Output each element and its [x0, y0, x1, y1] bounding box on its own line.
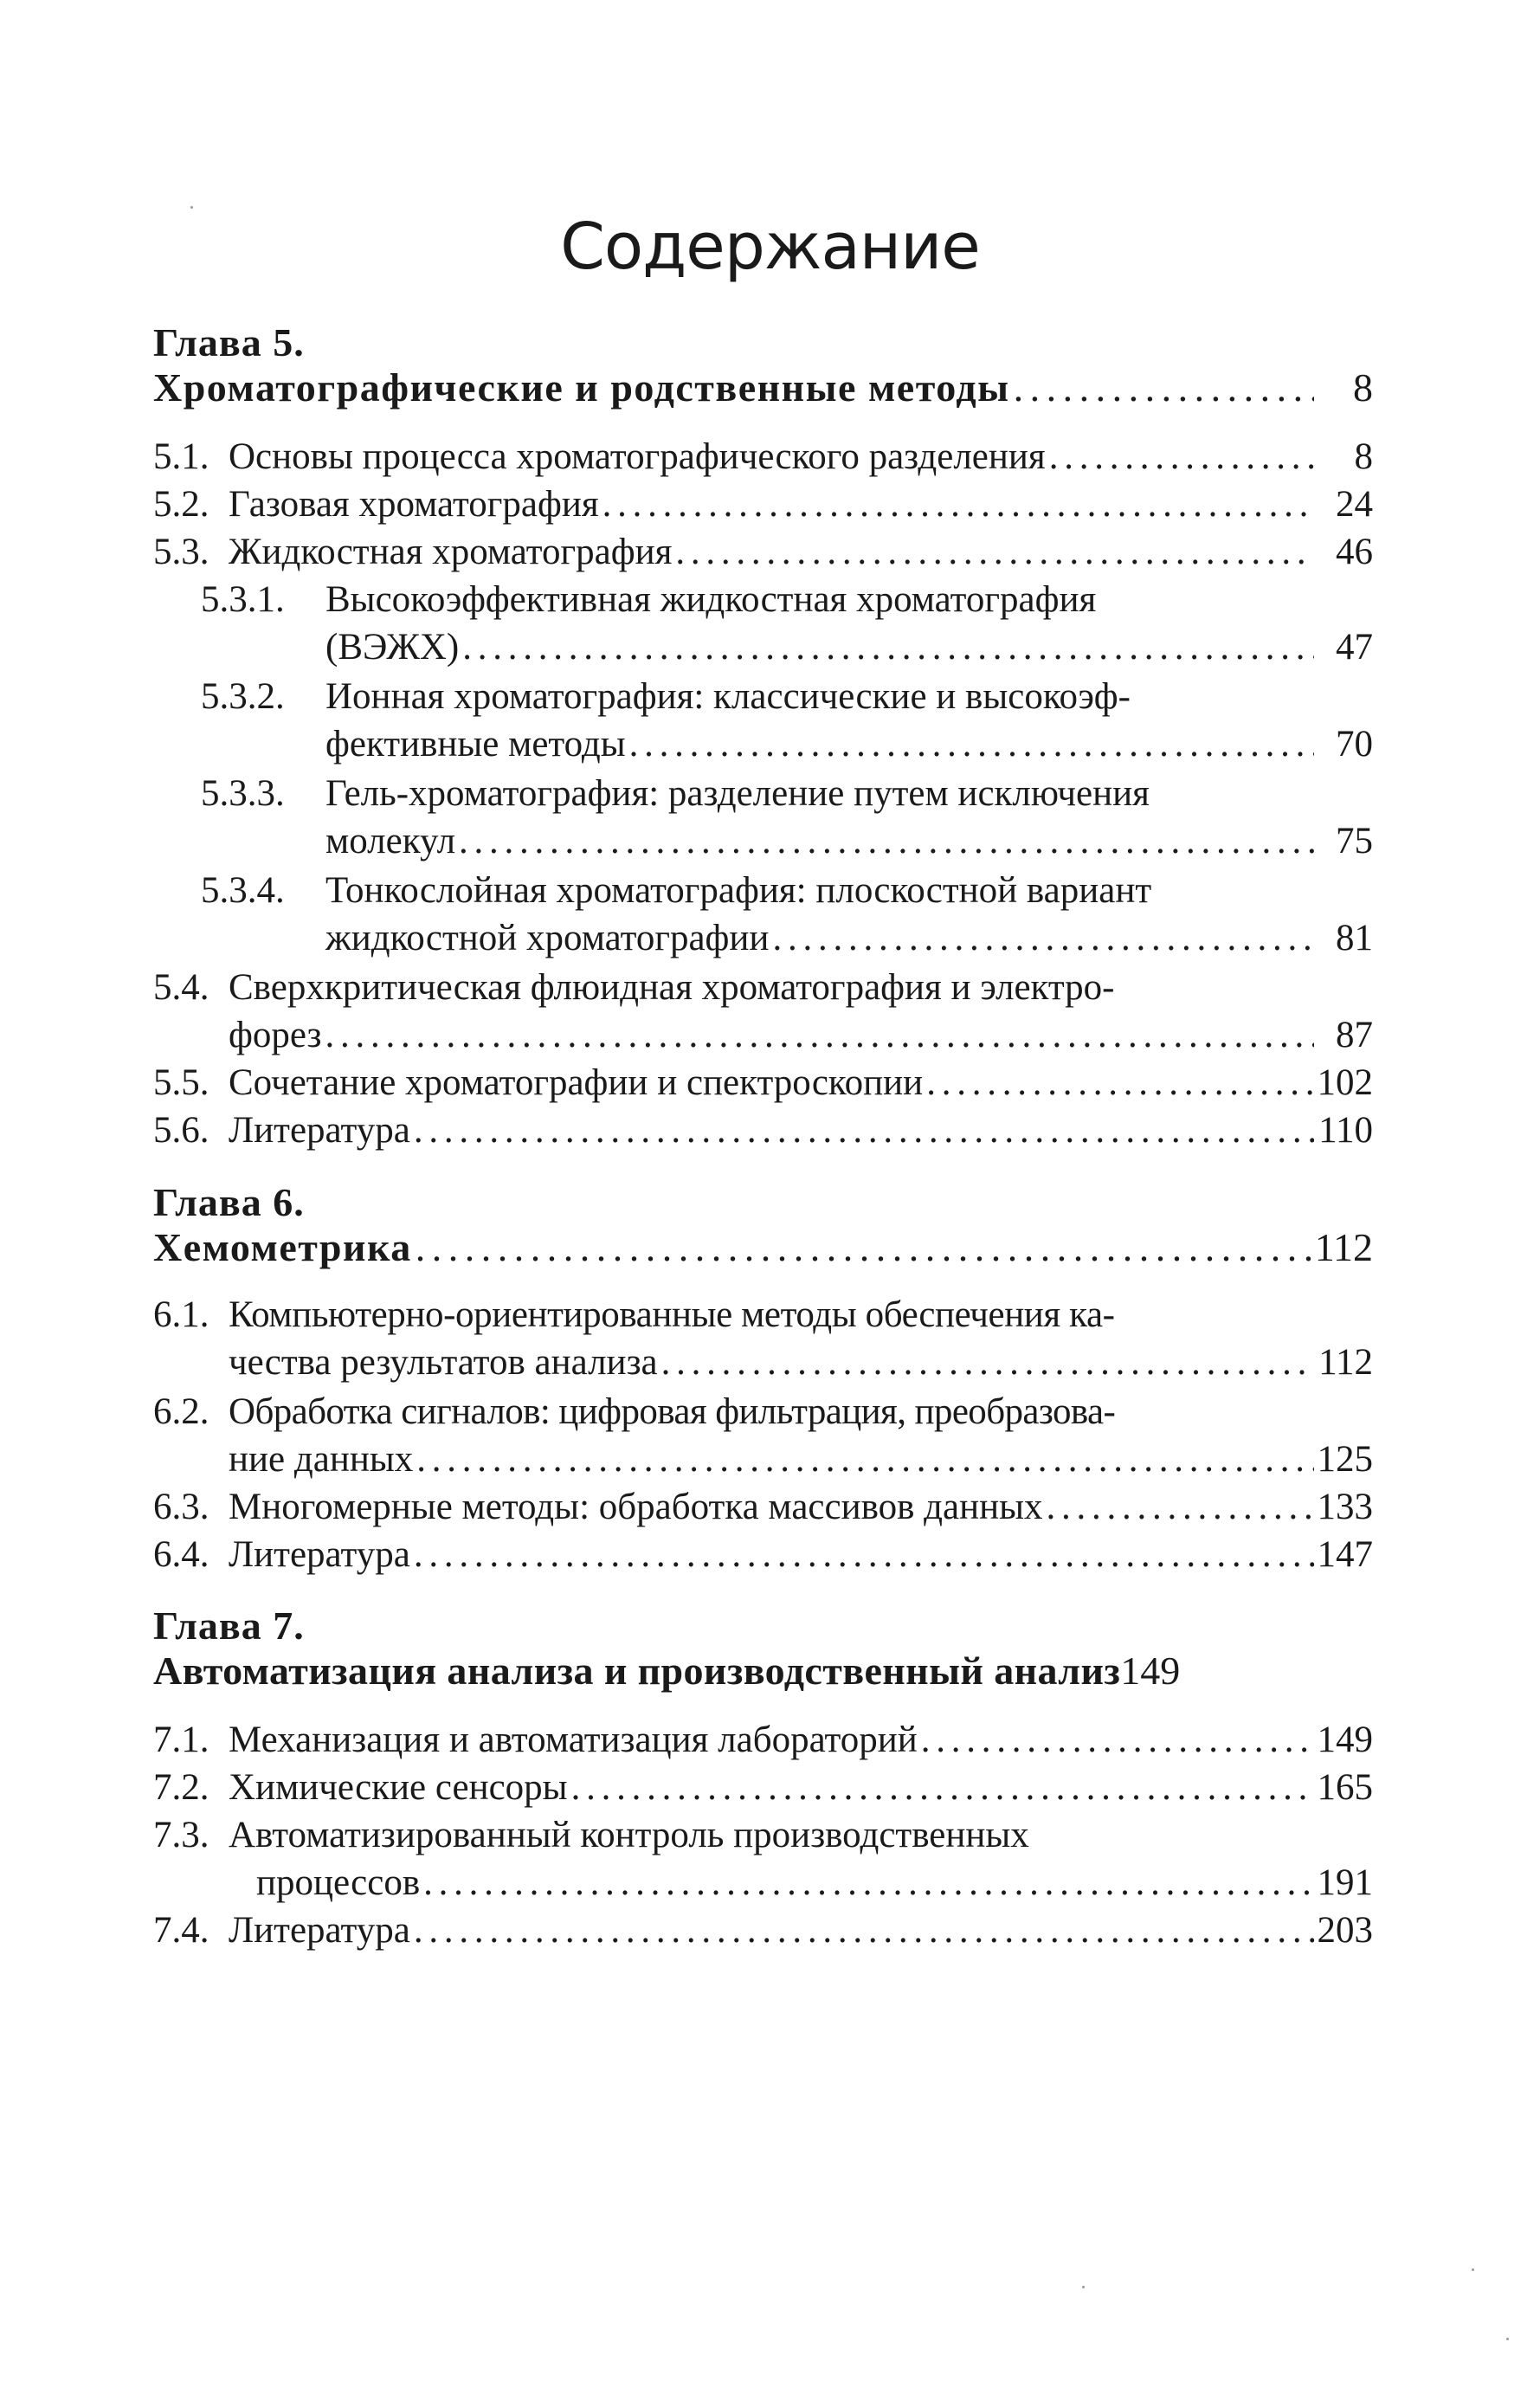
entry-title: Химические сенсоры — [229, 1767, 568, 1808]
leader-dots — [416, 1438, 1313, 1481]
chapter-6-label: Глава 6. — [153, 1180, 305, 1224]
entry-page: 125 — [1317, 1439, 1373, 1480]
entry-number: 5.2. — [153, 484, 209, 525]
toc-entry-5-3-4 — [325, 917, 1373, 960]
toc-entry-6-2 — [229, 1438, 1373, 1481]
leader-dots — [423, 1862, 1313, 1905]
entry-number: 5.6. — [153, 1110, 209, 1151]
entry-page: 8 — [1354, 436, 1373, 477]
entry-title: ние данных — [229, 1439, 414, 1480]
entry-page: 75 — [1336, 821, 1373, 861]
chapter-5-title: Хроматографические и родственные методы — [153, 365, 1010, 410]
leader-dots — [675, 531, 1314, 574]
entry-page: 70 — [1336, 724, 1373, 765]
leader-dots — [462, 626, 1314, 669]
entry-title-line1: Ионная хроматография: классические и высокоэф- — [325, 676, 1131, 717]
leader-dots — [1014, 366, 1314, 410]
entry-page: 87 — [1336, 1015, 1373, 1055]
entry-page: 110 — [1318, 1110, 1373, 1151]
entry-title: Жидкостная хроматография — [229, 532, 673, 572]
entry-number: 7.2. — [153, 1767, 209, 1808]
entry-page: 46 — [1336, 532, 1373, 572]
entry-title: форез — [229, 1015, 322, 1055]
entry-title-line1: Тонкослойная хроматография: плоскостной вариант — [325, 870, 1152, 911]
entry-page: 81 — [1336, 918, 1373, 958]
entry-page: 203 — [1317, 1910, 1373, 1951]
chapter-6-title-row — [153, 1226, 1373, 1269]
entry-page: 47 — [1336, 627, 1373, 668]
toc-entry-5-3-1 — [325, 626, 1373, 669]
toc-entry-7-2 — [153, 1766, 1373, 1810]
entry-number: 6.4. — [153, 1534, 209, 1575]
entry-title: Газовая хроматография — [229, 484, 599, 525]
entry-title: (ВЭЖХ) — [325, 627, 460, 668]
toc-entry-5-4 — [229, 1014, 1373, 1057]
entry-number: 6.1. — [153, 1294, 209, 1335]
entry-page: 133 — [1317, 1487, 1373, 1527]
entry-page: 24 — [1336, 484, 1373, 525]
entry-page: 165 — [1317, 1767, 1373, 1808]
entry-page: 112 — [1318, 1342, 1373, 1383]
toc-entry-5-3-2 — [325, 723, 1373, 766]
entry-title-line1: Автоматизированный контроль производственных — [229, 1815, 1029, 1855]
leader-dots — [325, 1014, 1314, 1057]
leader-dots — [459, 820, 1314, 863]
toc-entry-6-3 — [153, 1486, 1373, 1529]
toc-entry-5-1 — [153, 436, 1373, 479]
leader-dots — [1047, 1486, 1314, 1529]
toc-entry-7-1 — [153, 1719, 1373, 1762]
entry-number: 5.3.3. — [201, 773, 285, 814]
entry-title: процессов — [256, 1862, 421, 1903]
leader-dots — [602, 483, 1314, 526]
leader-dots — [926, 1061, 1313, 1105]
entry-title-line1: Сверхкритическая флюидная хроматография и электро- — [229, 967, 1115, 1008]
entry-page: 149 — [1317, 1720, 1373, 1760]
leader-dots — [661, 1341, 1314, 1384]
chapter-5-label: Глава 5. — [153, 320, 305, 365]
leader-dots — [414, 1533, 1314, 1577]
toc-entry-5-3-3 — [325, 820, 1373, 863]
chapter-5-title-row — [153, 366, 1373, 410]
entry-title: чества результатов анализа — [229, 1342, 658, 1383]
scan-speck — [1506, 2338, 1509, 2340]
entry-title: Основы процесса хроматографического разделения — [229, 436, 1046, 477]
entry-title: Литература — [229, 1110, 410, 1151]
chapter-5-page: 8 — [1353, 365, 1373, 410]
entry-number: 6.2. — [153, 1391, 209, 1432]
entry-page: 147 — [1317, 1534, 1373, 1575]
entry-title: жидкостной хроматографии — [325, 918, 770, 958]
scan-speck — [190, 206, 193, 209]
chapter-7-title-row — [153, 1649, 1373, 1693]
entry-title: фективные методы — [325, 724, 626, 765]
leader-dots — [414, 1909, 1314, 1952]
entry-title: молекул — [325, 821, 456, 861]
toc-entry-5-5 — [153, 1061, 1373, 1105]
leader-dots — [414, 1109, 1314, 1152]
chapter-6-title: Хемометрика — [153, 1225, 412, 1269]
entry-title: Механизация и автоматизация лабораторий — [229, 1720, 918, 1760]
entry-number: 5.3.4. — [201, 870, 285, 911]
entry-title-line1: Компьютерно-ориентированные методы обеспечения ка- — [229, 1294, 1115, 1335]
leader-dots — [416, 1226, 1311, 1269]
entry-number: 5.3.2. — [201, 676, 285, 717]
toc-entry-6-1 — [229, 1341, 1373, 1384]
leader-dots — [921, 1719, 1314, 1762]
entry-title-line1: Высокоэффективная жидкостная хроматография — [325, 579, 1097, 620]
toc-entry-7-4 — [153, 1909, 1373, 1952]
leader-dots — [1049, 436, 1314, 479]
entry-number: 6.3. — [153, 1487, 209, 1527]
leader-dots — [571, 1766, 1314, 1810]
entry-number: 5.1. — [153, 436, 209, 477]
toc-entry-5-6 — [153, 1109, 1373, 1152]
entry-number: 5.4. — [153, 967, 209, 1008]
page-title: Содержание — [560, 210, 980, 284]
chapter-7-label: Глава 7. — [153, 1603, 305, 1648]
chapter-7-page: 149 — [1120, 1649, 1181, 1693]
scan-speck — [1472, 2268, 1474, 2271]
entry-title: Литература — [229, 1910, 410, 1951]
leader-dots — [629, 723, 1314, 766]
entry-page: 102 — [1317, 1062, 1373, 1103]
scan-speck — [1082, 2286, 1085, 2288]
entry-title: Литература — [229, 1534, 410, 1575]
entry-title-line1: Гель-хроматография: разделение путем исключения — [325, 773, 1150, 814]
toc-entry-7-3 — [256, 1862, 1373, 1905]
toc-entry-5-3 — [153, 531, 1373, 574]
entry-number: 5.3.1. — [201, 579, 285, 620]
chapter-6-page: 112 — [1314, 1225, 1373, 1269]
entry-number: 5.3. — [153, 532, 209, 572]
entry-number: 7.3. — [153, 1815, 209, 1855]
entry-number: 7.4. — [153, 1910, 209, 1951]
entry-number: 5.5. — [153, 1062, 209, 1103]
leader-dots — [772, 917, 1314, 960]
toc-entry-5-2 — [153, 483, 1373, 526]
entry-title-line1: Обработка сигналов: цифровая фильтрация, преобразова- — [229, 1391, 1116, 1432]
entry-page: 191 — [1317, 1862, 1373, 1903]
chapter-7-title: Автоматизация анализа и производственный анализ — [153, 1649, 1121, 1693]
entry-title: Многомерные методы: обработка массивов данных — [229, 1487, 1043, 1527]
toc-entry-6-4 — [153, 1533, 1373, 1577]
entry-title: Сочетание хроматографии и спектроскопии — [229, 1062, 924, 1103]
entry-number: 7.1. — [153, 1720, 209, 1760]
